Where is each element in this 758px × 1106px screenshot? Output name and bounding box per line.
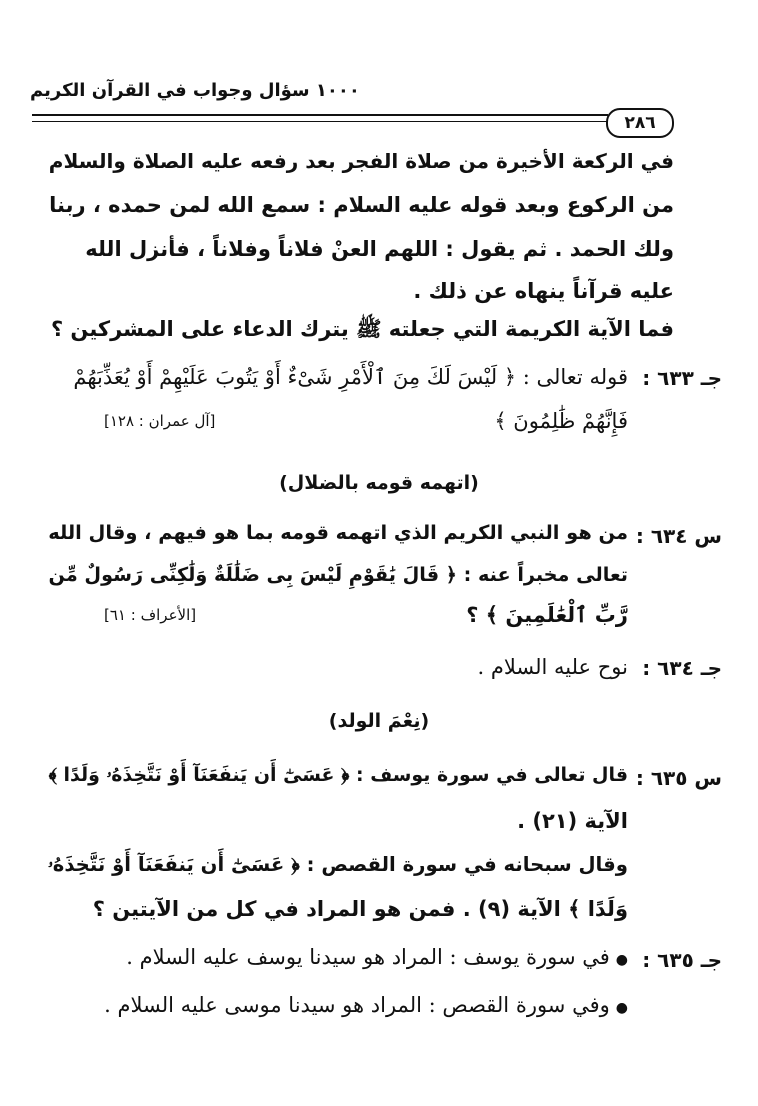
- question-634-line-2: تعالى مخبراً عنه : ﴿ قَالَ يَٰقَوْمِ لَيْسَ بِى ضَلَٰلَةٌ وَلَٰكِنِّى رَسُولٌ مِّن: [48, 563, 628, 586]
- question-634-line-3: رَّبِّ ٱلْعَٰلَمِينَ ﴾ ؟: [466, 603, 628, 627]
- section-heading-2: (نِعْمَ الولد): [328, 710, 430, 732]
- answer-634-label: جـ ٦٣٤ :: [642, 656, 722, 680]
- question-634-reference: [الأعراف : ٦١]: [104, 606, 197, 624]
- answer-633-reference: [آل عمران : ١٢٨]: [104, 412, 216, 430]
- bullet-icon: ●: [615, 952, 628, 968]
- question-634-label: س ٦٣٤ :: [635, 524, 722, 548]
- question-635-line-2: الآية (٢١) .: [517, 809, 628, 833]
- section-heading-1: (اتهمه قومه بالضلال): [279, 472, 479, 494]
- intro-line-3: ولك الحمد . ثم يقول : اللهم العنْ فلاناً وفلاناً ، فأنزل الله: [85, 237, 674, 261]
- answer-635-bullet-1: ●في سورة يوسف : المراد هو سيدنا يوسف عليه السلام .: [126, 945, 628, 969]
- answer-635-bullet-2: ●وفي سورة القصص : المراد هو سيدنا موسى عليه السلام .: [104, 993, 628, 1017]
- answer-633-line-2: فَإِنَّهُمْ ظَٰلِمُونَ ﴾: [494, 409, 628, 433]
- answer-635-label: جـ ٦٣٥ :: [642, 948, 722, 972]
- question-635-line-1: قال تعالى في سورة يوسف : ﴿ عَسَىٰٓ أَن يَنفَعَنَآ أَوْ نَتَّخِذَهُۥ وَلَدًا ﴾: [48, 764, 628, 786]
- question-635-label: س ٦٣٥ :: [635, 766, 722, 790]
- answer-633-label: جـ ٦٣٣ :: [642, 366, 722, 390]
- question-634-line-1: من هو النبي الكريم الذي اتهمه قومه بما هو فيهم ، وقال الله: [48, 521, 628, 544]
- intro-line-5: فما الآية الكريمة التي جعلته ﷺ يترك الدعاء على المشركين ؟: [50, 317, 674, 341]
- question-635-line-3: وقال سبحانه في سورة القصص : ﴿ عَسَىٰٓ أَن يَنفَعَنَآ أَوْ نَتَّخِذَهُۥ: [47, 853, 628, 876]
- answer-634-text: نوح عليه السلام .: [477, 655, 628, 679]
- intro-line-1: في الركعة الأخيرة من صلاة الفجر بعد رفعه عليه الصلاة والسلام: [48, 149, 674, 173]
- header-rule-top: [32, 114, 608, 116]
- intro-line-4: عليه قرآناً ينهاه عن ذلك .: [413, 279, 674, 303]
- answer-633-line-1: قوله تعالى : ﴿ لَيْسَ لَكَ مِنَ ٱلْأَمْرِ شَىْءٌ أَوْ يَتُوبَ عَلَيْهِمْ أَوْ يُعَذِّبَهُمْ: [73, 365, 628, 389]
- intro-line-2: من الركوع وبعد قوله عليه السلام : سمع الله لمن حمده ، ربنا: [49, 193, 674, 217]
- page-number-badge: ٢٨٦: [606, 108, 674, 138]
- running-title: ١٠٠٠ سؤال وجواب في القرآن الكريم: [30, 80, 360, 101]
- question-635-line-4: وَلَدًا ﴾ الآية (٩) . فمن هو المراد في كل من الآيتين ؟: [92, 897, 628, 921]
- bullet-icon: ●: [615, 1000, 628, 1016]
- header-rule-bottom: [32, 121, 608, 122]
